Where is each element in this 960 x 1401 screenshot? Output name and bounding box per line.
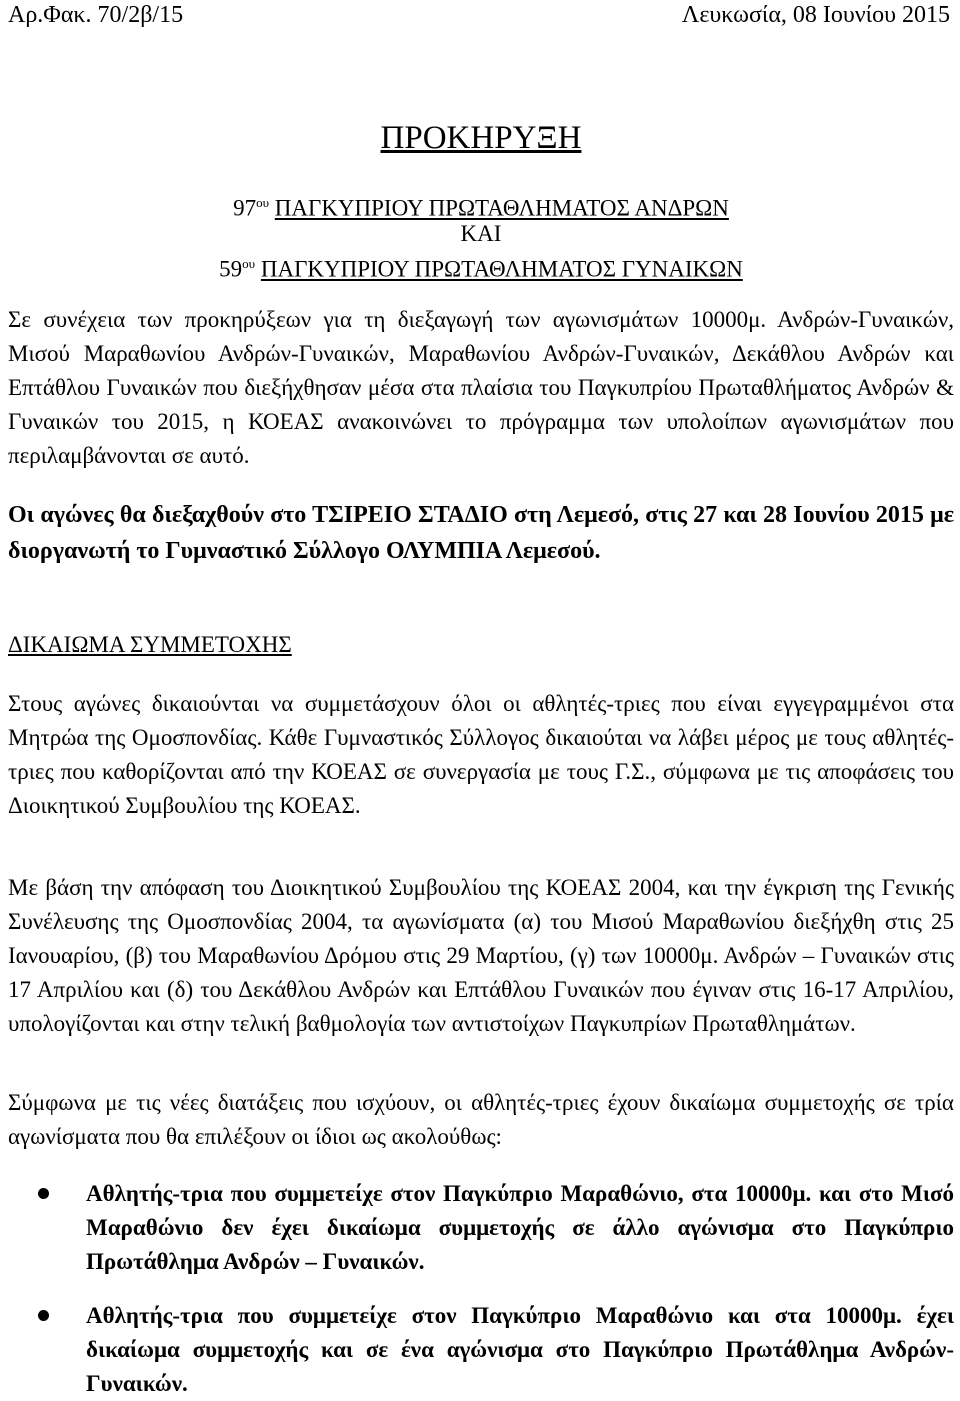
subtitle-men-ordinal: ου bbox=[256, 195, 270, 210]
rules-bullet-list bbox=[8, 1177, 954, 1401]
subtitle-women-text: ΠΑΓΚΥΠΡΙΟΥ ΠΡΩΤΑΘΛΗΜΑΤΟΣ ΓΥΝΑΙΚΩΝ bbox=[260, 256, 743, 282]
bullet-icon bbox=[38, 1310, 49, 1321]
list-item-text: Αθλητής-τρια που συμμετείχε στον Παγκύπριο Μαραθώνιο, στα 10000μ. και στο Μισό Μαραθώνιο δεν έχει δικαίωμα συμμετοχής σε άλλο αγώνισμα στο Παγκύπριο Πρωτάθλημα Ανδρών – Γυναικών. bbox=[86, 1181, 954, 1274]
intro-paragraph: Σε συνέχεια των προκηρύξεων για τη διεξαγωγή των αγωνισμάτων 10000μ. Ανδρών-Γυναικών, Μισού Μαραθωνίου Ανδρών-Γυναικών, Μαραθωνίου Ανδρών-Γυναικών, Δεκάθλου Ανδρών και Επτάθλου Γυναικών που διεξήχθησαν μέσα στα πλαίσια του Παγκυπρίου Πρωταθλήματος Ανδρών & Γυναικών του 2015, η ΚΟΕΑΣ ανακοινώνει το πρόγραμμα των υπολοίπων αγωνισμάτων που περιλαμβάνονται σε αυτό. bbox=[8, 307, 954, 468]
file-reference: Αρ.Φακ. 70/2β/15 bbox=[8, 2, 184, 28]
new-rules-paragraph: Σύμφωνα με τις νέες διατάξεις που ισχύουν, οι αθλητές-τριες έχουν δικαίωμα συμμετοχής σε τρία αγωνίσματα που θα επιλέξουν οι ίδιοι ως ακολούθως: bbox=[8, 1090, 954, 1149]
subtitle-men-text: ΠΑΓΚΥΠΡΙΟΥ ΠΡΩΤΑΘΛΗΜΑΤΟΣ ΑΝΔΡΩΝ bbox=[274, 195, 729, 221]
list-item-text: Αθλητής-τρια που συμμετείχε στον Παγκύπριο Μαραθώνιο και στα 10000μ. έχει δικαίωμα συμμετοχής και σε ένα αγώνισμα στο Παγκύπριο Πρωτάθλημα Ανδρών-Γυναικών. bbox=[86, 1303, 954, 1396]
list-item bbox=[8, 1299, 954, 1401]
decision-paragraph: Με βάση την απόφαση του Διοικητικού Συμβουλίου της ΚΟΕΑΣ 2004, και την έγκριση της Γενικής Συνέλευσης της Ομοσπονδίας 2004, τα αγωνίσματα (α) του Μισού Μαραθωνίου διεξήχθη στις 25 Ιανουαρίου, (β) του Μαραθωνίου Δρόμου στις 29 Μαρτίου, (γ) των 10000μ. Ανδρών – Γυναικών στις 17 Απριλίου και (δ) του Δεκάθλου Ανδρών και Επτάθλου Γυναικών που έγιναν στις 16-17 Απριλίου, υπολογίζονται και στην τελική βαθμολογία των αντιστοίχων Παγκυπρίων Πρωταθλημάτων. bbox=[8, 875, 954, 1036]
subtitle-conjunction: ΚΑΙ bbox=[460, 221, 502, 246]
subtitle-women-championship bbox=[8, 249, 954, 285]
participation-paragraph: Στους αγώνες δικαιούνται να συμμετάσχουν όλοι οι αθλητές-τριες που είναι εγγεγραμμένοι στα Μητρώα της Ομοσπονδίας. Κάθε Γυμναστικός Σύλλογος δικαιούται να λάβει μέρος με τους αθλητές-τριες που καθορίζονται από την ΚΟΕΑΣ σε συνεργασία με τους Γ.Σ., σύμφωνα με τις αποφάσεις του Διοικητικού Συμβουλίου της ΚΟΕΑΣ. bbox=[8, 691, 954, 818]
document-date: Λευκωσία, 08 Ιουνίου 2015 bbox=[681, 2, 950, 28]
document-header bbox=[8, 0, 954, 30]
venue-paragraph: Οι αγώνες θα διεξαχθούν στο ΤΣΙΡΕΙΟ ΣΤΑΔΙΟ στη Λεμεσό, στις 27 και 28 Ιουνίου 2015 με διοργανωτή το Γυμναστικό Σύλλογο ΟΛΥΜΠΙΑ Λεμεσού. bbox=[8, 502, 954, 564]
subtitle-women-number: 59 bbox=[219, 256, 243, 282]
document-title: ΠΡΟΚΗΡΥΞΗ bbox=[380, 120, 582, 156]
participation-heading: ΔΙΚΑΙΩΜΑ ΣΥΜΜΕΤΟΧΗΣ bbox=[8, 632, 292, 657]
subtitle-women-ordinal: ου bbox=[242, 256, 256, 271]
subtitle-men-number: 97 bbox=[233, 195, 257, 221]
list-item bbox=[8, 1177, 954, 1279]
bullet-icon bbox=[38, 1188, 49, 1199]
